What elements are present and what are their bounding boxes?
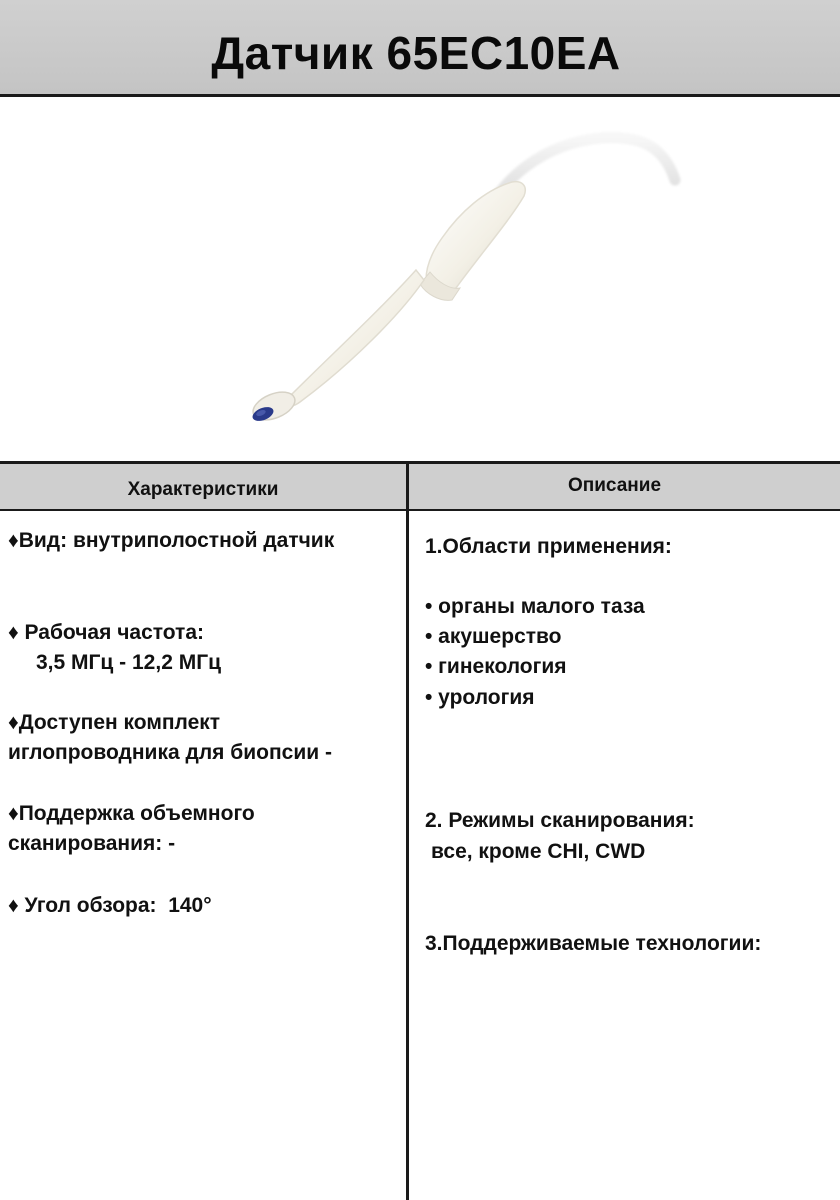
probe-image xyxy=(230,120,690,440)
page-title: Датчик 65EC10EA xyxy=(211,27,621,79)
spec-type: ♦Вид: внутриполостной датчик xyxy=(8,529,335,552)
area-item: • гинекология xyxy=(425,655,567,678)
column-divider xyxy=(406,461,409,1200)
header-description: Описание xyxy=(567,475,662,496)
modes-title: 2. Режимы сканирования: xyxy=(425,809,695,832)
title-band xyxy=(0,0,840,97)
area-item: • органы малого таза xyxy=(425,595,645,618)
header-characteristics: Характеристики xyxy=(127,479,279,500)
spec-view-angle: ♦ Угол обзора: 140° xyxy=(8,894,212,917)
endocavity-probe-icon xyxy=(230,120,690,440)
spec-frequency-label: ♦ Рабочая частота: xyxy=(8,621,205,644)
table-header xyxy=(0,461,840,511)
spec-frequency-value: 3,5 МГц - 12,2 МГц xyxy=(36,651,222,674)
spec-biopsy-line2: иглопроводника для биопсии - xyxy=(8,741,332,764)
area-item: • урология xyxy=(425,686,535,709)
spec-volume-line1: ♦Поддержка объемного xyxy=(8,802,255,825)
spec-volume-line2: сканирования: - xyxy=(8,832,176,855)
spec-biopsy-line1: ♦Доступен комплект xyxy=(8,711,221,734)
area-item: • акушерство xyxy=(425,625,562,648)
areas-title: 1.Области применения: xyxy=(425,535,672,558)
modes-value: все, кроме CHI, CWD xyxy=(431,840,646,863)
technologies-title: 3.Поддерживаемые технологии: xyxy=(425,932,762,955)
